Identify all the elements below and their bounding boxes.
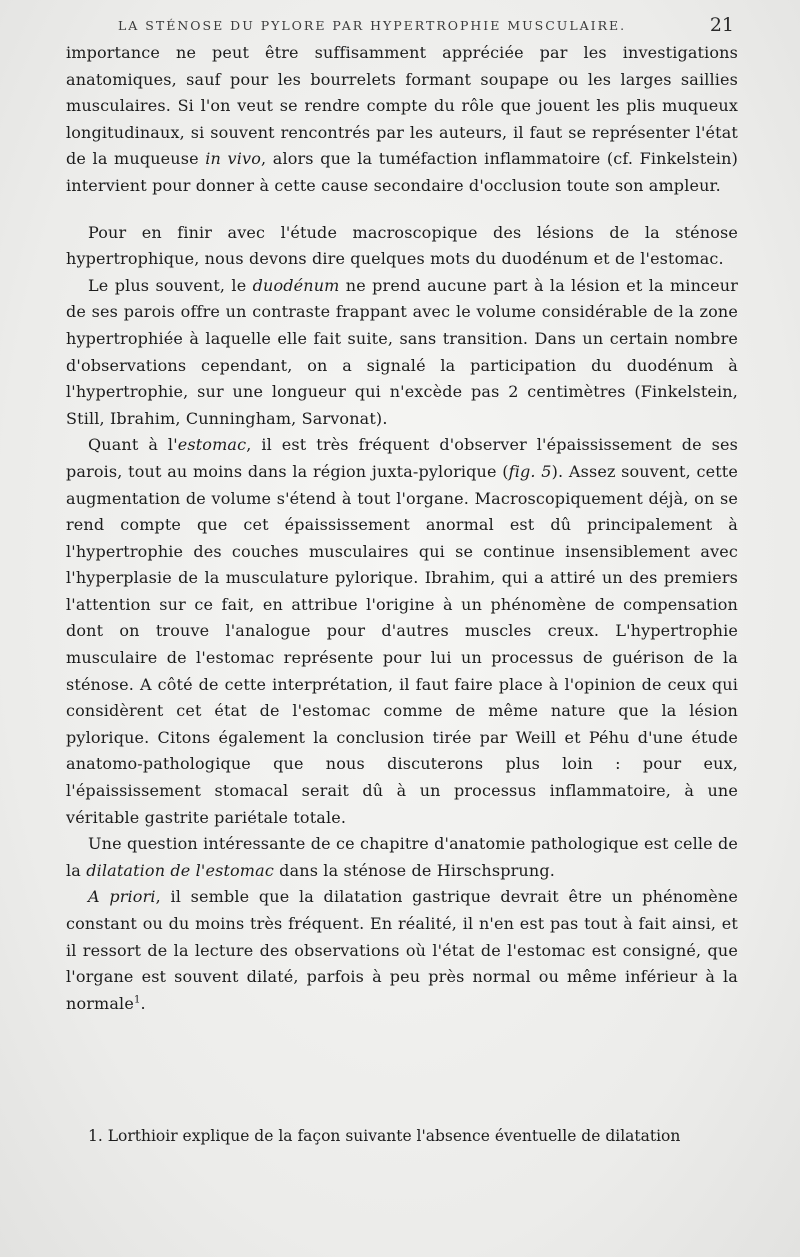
- footnote-reference[interactable]: 1: [133, 994, 141, 1006]
- paragraph-4-text-mid: , il est très fréquent d'observer l'épaississement de ses parois, tout au moins dans la région juxta-pylorique (: [66, 435, 738, 481]
- paragraph-3-text-end: ne prend aucune part à la lésion et la minceur de ses parois offre un contraste frappant avec le volume considérable de la zone hypertrophiée à laquelle elle fait suite, sans transition. Dans un certain nombre d'observations cependant, on a signalé la participation du duodénum à l'hypertrophie, sur une longueur qui n'excède pas 2 centimètres (Finkelstein, Still, Ibrahim, Cunningham, Sarvonat).: [66, 275, 739, 428]
- paragraph-4-italic-fig: fig. 5: [508, 461, 552, 481]
- page-header: [66, 12, 738, 42]
- running-title: LA STÉNOSE DU PYLORE PAR HYPERTROPHIE MUSCULAIRE.: [118, 18, 627, 33]
- paragraph-2-text: Pour en finir avec l'étude macroscopique des lésions de la sténose hypertrophique, nous devons dire quelques mots du duodénum et de l'estomac.: [66, 222, 738, 269]
- paragraph-1-text-end: , alors que la tuméfaction inflammatoire (cf. Finkelstein) intervient pour donner à cette cause secondaire d'occlusion toute son ampleur.: [66, 149, 739, 195]
- paragraph-1-italic: in vivo: [205, 149, 261, 169]
- paragraph-4: [66, 432, 738, 831]
- footnote: [66, 1123, 738, 1149]
- paragraph-5-text-start: Une question intéressante de ce chapitre d'anatomie pathologique est celle de la: [66, 834, 738, 880]
- paragraph-5-text-end: dans la sténose de Hirschsprung.: [273, 860, 555, 880]
- paragraph-3-text-start: Le plus souvent, le: [88, 275, 253, 295]
- paragraph-6: [66, 884, 738, 1017]
- paragraph-6-text-end: .: [140, 993, 146, 1013]
- footnote-text: 1. Lorthioir explique de la façon suivante l'absence éventuelle de dilatation: [88, 1127, 681, 1145]
- paragraph-3-italic: duodénum: [252, 275, 340, 295]
- paragraph-5: [66, 831, 738, 884]
- paragraph-6-text: , il semble que la dilatation gastrique devrait être un phénomène constant ou du moins très fréquent. En réalité, il n'en est pas tout à fait ainsi, et il ressort de la lecture des observations où l'état de l'estomac est consigné, que l'organe est souvent dilaté, parfois à peu près normal ou même inférieur à la normale: [66, 887, 738, 1013]
- page-number: 21: [709, 14, 734, 36]
- paragraph-1-text: importance ne peut être suffisamment appréciée par les investigations anatomiques, sauf pour les bourrelets formant soupape ou les larges saillies musculaires. Si l'on veut se rendre compte du rôle que jouent les plis muqueux longitudinaux, si souvent rencontrés par les auteurs, il faut se représenter l'état de la muqueuse: [66, 43, 738, 169]
- paragraph-4-text-start: Quant à l': [88, 435, 178, 455]
- paragraph-1: [66, 40, 738, 200]
- paragraph-6-italic: A priori: [88, 887, 156, 907]
- paragraph-4-text-end: ). Assez souvent, cette augmentation de volume s'étend à tout l'organe. Macroscopiquement déjà, on se rend compte que cet épaississement anormal est dû principalement à l'hypertrophie des couches musculaires qui se continue insensiblement avec l'hyperplasie de la musculature pylorique. Ibrahim, qui a attiré un des premiers l'attention sur ce fait, en attribue l'origine à un phénomène de compensation dont on trouve l'analogue pour d'autres muscles creux. L'hypertrophie musculaire de l'estomac représente pour lui un processus de guérison de la sténose. A côté de cette interprétation, il faut faire place à l'opinion de ceux qui considèrent cet état de l'estomac comme de même nature que la lésion pylorique. Citons également la conclusion tirée par Weill et Péhu d'une étude anatomo-pathologique que nous discuterons plus loin : pour eux, l'épaississement stomacal serait dû à un processus inflammatoire, à une véritable gastrite pariétale totale.: [66, 461, 738, 827]
- paragraph-2: [66, 220, 738, 273]
- paragraph-3: [66, 273, 738, 433]
- paragraph-5-italic: dilatation de l'estomac: [86, 860, 274, 880]
- body-text: [66, 40, 738, 1017]
- paragraph-4-italic-estomac: estomac: [177, 435, 247, 455]
